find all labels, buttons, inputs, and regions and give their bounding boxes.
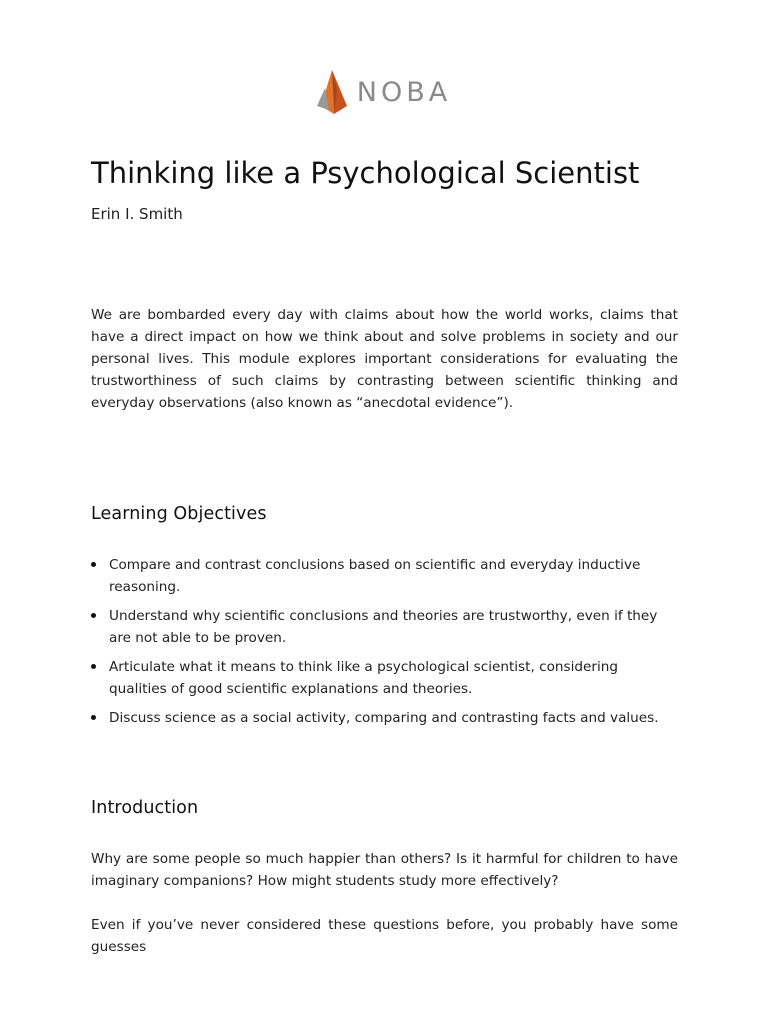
learning-objectives-list xyxy=(91,554,678,736)
objective-text: Understand why scientific conclusions and theories are trustworthy, even if they are not able to be proven. xyxy=(109,608,658,646)
bullet-icon xyxy=(91,613,96,618)
list-item xyxy=(91,554,678,598)
document-title: Thinking like a Psychological Scientist xyxy=(91,156,640,190)
author-name: Erin I. Smith xyxy=(91,205,183,223)
list-item xyxy=(91,605,678,649)
abstract-paragraph: We are bombarded every day with claims about how the world works, claims that have a direct impact on how we think about and solve problems in society and our personal lives. This module explores important considerations for evaluating the trustworthiness of such claims by contrasting between scientific thinking and everyday observations (also known as “anecdotal evidence”). xyxy=(91,307,678,411)
bullet-icon xyxy=(91,664,96,669)
bullet-icon xyxy=(91,715,96,720)
introduction-paragraph-2: Even if you’ve never considered these questions before, you probably have some guesses xyxy=(91,917,678,955)
objective-text: Discuss science as a social activity, comparing and contrasting facts and values. xyxy=(109,710,659,726)
introduction-paragraph-1: Why are some people so much happier than others? Is it harmful for children to have imaginary companions? How might students study more effectively? xyxy=(91,851,678,889)
list-item xyxy=(91,707,678,729)
objective-text: Articulate what it means to think like a psychological scientist, considering qualities of good scientific explanations and theories. xyxy=(109,659,618,697)
logo-wordmark: NOBA xyxy=(356,76,452,108)
bullet-icon xyxy=(91,562,96,567)
introduction-heading: Introduction xyxy=(91,798,199,818)
list-item xyxy=(91,656,678,700)
noba-logo-icon xyxy=(317,70,347,114)
learning-objectives-heading: Learning Objectives xyxy=(91,504,267,524)
noba-logo xyxy=(0,70,768,114)
objective-text: Compare and contrast conclusions based on scientific and everyday inductive reasoning. xyxy=(109,557,641,595)
